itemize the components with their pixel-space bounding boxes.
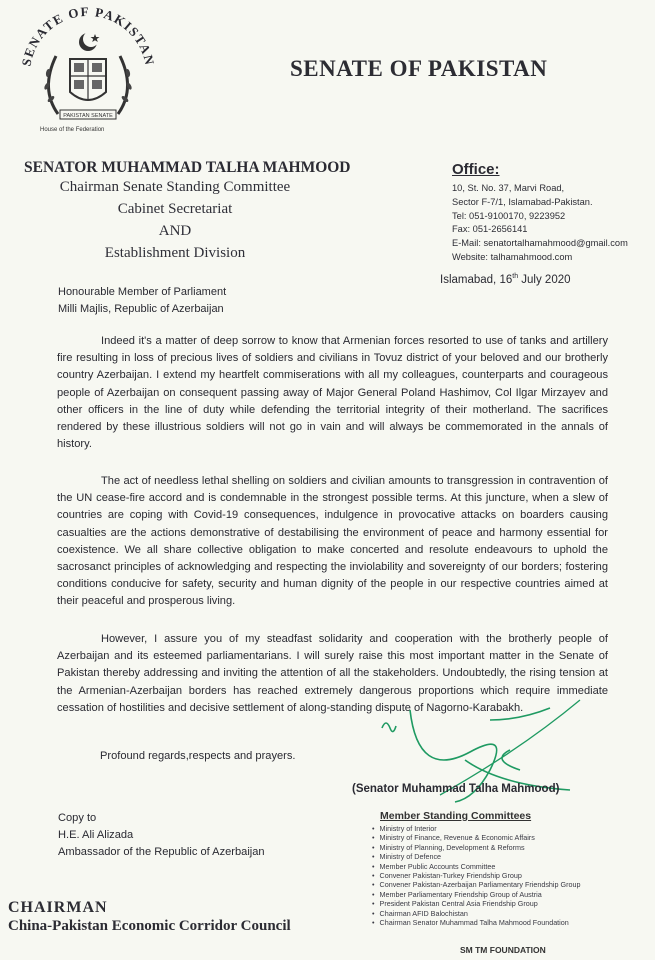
committee-list [372, 824, 580, 927]
seal-banner-text: PAKISTAN SENATE [63, 113, 113, 119]
copy-to-block [58, 810, 265, 861]
senate-seal-graphic [18, 4, 158, 134]
body-paragraph: However, I assure you of my steadfast solidarity and cooperation with the brotherly people of Azerbaijan and its esteemed parliamentarians. I will surely raise this most important matter in the Senate of Pakistan thereby addressing and inviting the attention of all the stakeholders. Undoubtedly, the rising tension at the Armenian-Azerbaijan borders has reached extremely dangerous proportions which require immediate cessation of hostilities and decisive settlement of along-standing dispute of Nagorno-Karabakh. [57, 633, 608, 714]
committees-heading: Member Standing Committees [380, 810, 532, 822]
letter-date [440, 273, 571, 286]
closing-line: Profound regards,respects and prayers. [100, 750, 296, 762]
committee-item: • Member Public Accounts Committee [372, 862, 580, 871]
recipient-block [58, 284, 226, 318]
office-address-line: 10, St. No. 37, Marvi Road, [452, 183, 565, 193]
committee-item: • Ministry of Interior [372, 824, 580, 833]
senate-seal [18, 4, 158, 134]
date-rest: July 2020 [518, 273, 571, 286]
footer-title: CHAIRMAN [8, 899, 108, 916]
committee-item: • Chairman Senator Muhammad Talha Mahmood Foundation [372, 918, 580, 927]
office-heading: Office: [452, 161, 500, 178]
recipient-line: Milli Majlis, Republic of Azerbaijan [58, 303, 224, 315]
copy-to-title: Ambassador of the Republic of Azerbaijan [58, 846, 265, 858]
foundation-label: SM TM FOUNDATION [460, 945, 546, 955]
footer-subtitle: China-Pakistan Economic Corridor Council [8, 918, 291, 934]
committee-item: • President Pakistan Central Asia Friendship Group [372, 899, 580, 908]
committee-item: • Chairman AFID Balochistan [372, 909, 580, 918]
sender-title-line: Establishment Division [104, 245, 246, 261]
date-suffix: th [512, 273, 519, 280]
office-fax: Fax: 051-2656141 [452, 224, 528, 235]
seal-arc-text: SENATE OF PAKISTAN [18, 4, 158, 68]
sender-title-line: AND [158, 223, 192, 239]
copy-to-name: H.E. Ali Alizada [58, 829, 134, 841]
sender-name: SENATOR MUHAMMAD TALHA MAHMOOD [24, 159, 351, 176]
office-tel: Tel: 051-9100170, 9223952 [452, 210, 566, 221]
office-address-line: Sector F-7/1, Islamabad-Pakistan. [452, 196, 593, 207]
office-website: Website: talhamahmood.com [452, 251, 573, 262]
seal-subtitle: House of the Federation [40, 127, 105, 133]
copy-to-label: Copy to [58, 812, 97, 824]
committee-item: • Convener Pakistan-Turkey Friendship Group [372, 871, 580, 880]
date-prefix: Islamabad, 16 [440, 273, 513, 286]
office-email: E-Mail: senatortalhamahmood@gmail.com [452, 238, 628, 249]
sender-title-line: Cabinet Secretariat [117, 201, 233, 217]
committee-item: • Member Parliamentary Friendship Group of Austria [372, 890, 580, 899]
letterhead-title: SENATE OF PAKISTAN [290, 56, 548, 81]
signatory-name: (Senator Muhammad Talha Mahmood) [352, 783, 560, 795]
office-address-block [452, 182, 628, 265]
recipient-line: Honourable Member of Parliament [58, 286, 227, 298]
sender-title-line: Chairman Senate Standing Committee [59, 179, 291, 195]
committee-item: • Ministry of Defence [372, 852, 580, 861]
committee-item: • Ministry of Planning, Development & Reforms [372, 843, 580, 852]
committee-item: • Convener Pakistan-Azerbaijan Parliamentary Friendship Group [372, 880, 580, 889]
body-paragraph: Indeed it's a matter of deep sorrow to know that Armenian forces resorted to use of tanks and artillery fire resulting in loss of precious lives of soldiers and civilians in Tovuz district of your beloved and our brotherly country Azerbaijan. I extend my heartfelt commiserations with all my colleagues, counterparts and courageous people of Azerbaijan on consequent passing away of Major General Poland Hashimov, Col Ilgar Mirzayev and other officers in the line of duty while defending the territorial integrity of their motherland. The sacrifices rendered by these illustrious soldiers will not go in vain and will always be commemorated in the annals of history. [57, 335, 608, 451]
body-paragraph: The act of needless lethal shelling on soldiers and civilian amounts to transgression in contravention of the UN cease-fire accord and is condemnable in the strongest possible terms. At this juncture, when a slew of countries are coping with Covid-19 consequences, indulgence in provocative attacks on boarders causing casualties are the actions demonstrative of destabilising the environment of peace and harmony essential for coexistence. We all share collective obligation to make concerted and resolute endeavours to uphold the sacrosanct principles of acknowledging and respecting the inviolability and sovereignty of our borders; fostering conditions conducive for safety, security and human dignity of the people in our respective countries aimed at their peaceful and prosperous living. [57, 475, 608, 608]
committee-item: • Ministry of Finance, Revenue & Economic Affairs [372, 833, 580, 842]
